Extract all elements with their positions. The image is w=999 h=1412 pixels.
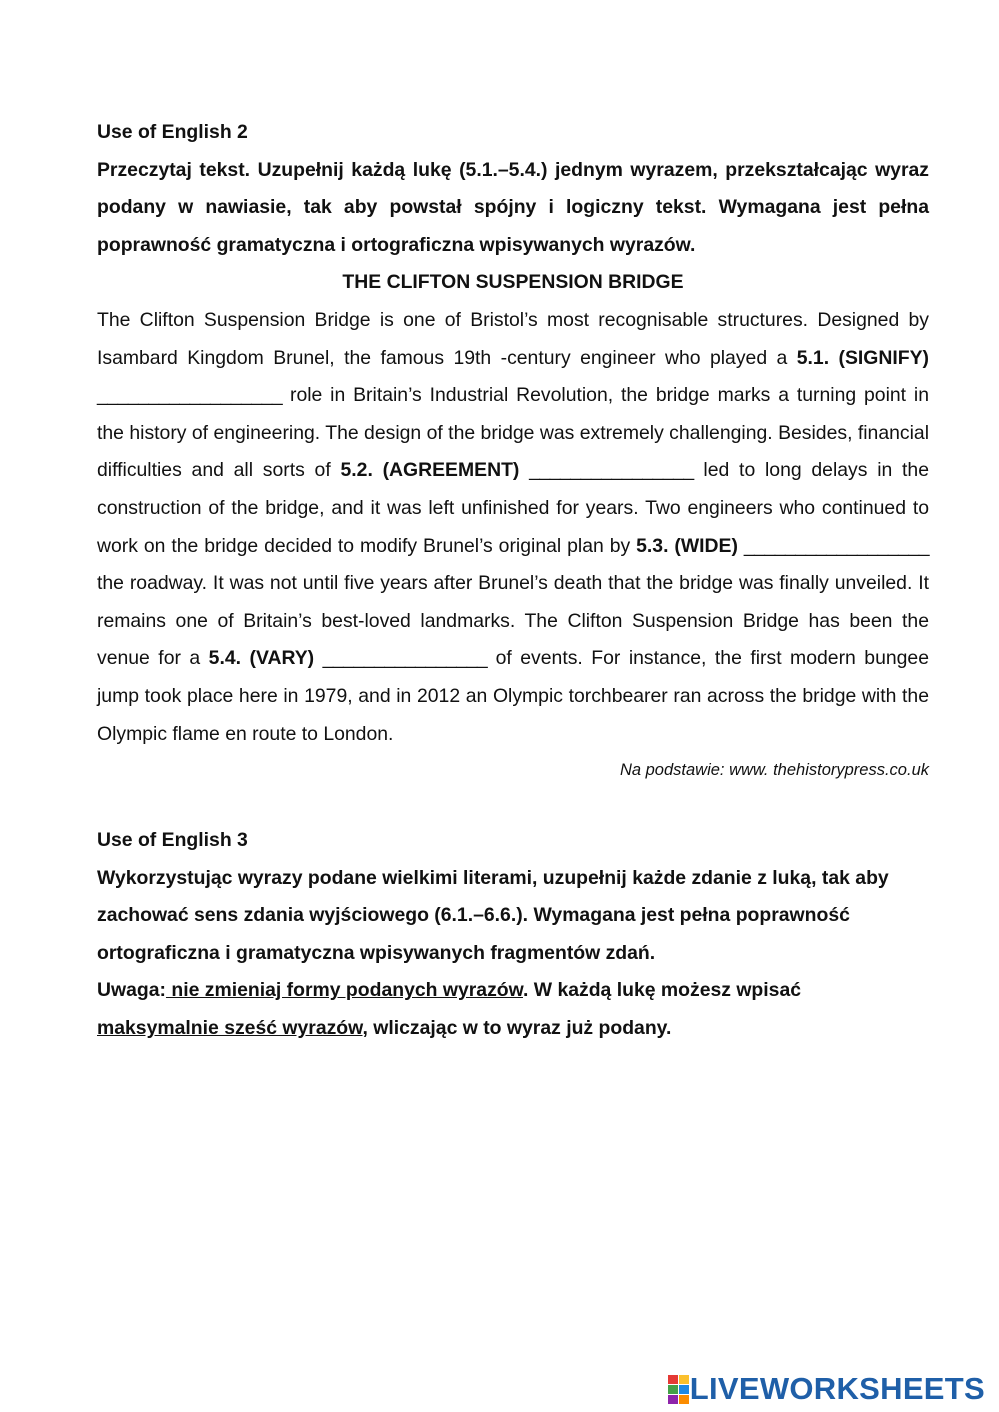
- logo-icon: [668, 1375, 688, 1403]
- gap-label-5-2: 5.2. (AGREEMENT): [340, 459, 520, 482]
- logo-square: [668, 1375, 678, 1384]
- passage-text: the roadway. It was not until five years after Brunel’s death that the bridge was finally unveiled. It remains one of Britain’s best-loved landmarks. The Clifton Suspension Bridge has been the venue for a: [97, 572, 929, 670]
- source-citation: Na podstawie: www. thehistorypress.co.uk: [619, 761, 929, 780]
- gap-5-4[interactable]: ________________: [322, 647, 488, 670]
- logo-square: [668, 1385, 678, 1394]
- liveworksheets-logo: [668, 1372, 985, 1406]
- gap-label-5-1: 5.1. (SIGNIFY): [796, 346, 930, 369]
- passage-text: role in Britain’s Industrial Revolution, the bridge marks a turning point in the history of engineering. The design of the bridge was extremely challenging. Besides, financial difficulties and all sorts of: [97, 384, 929, 482]
- logo-square: [679, 1385, 689, 1394]
- passage-text: led to long delays in the construction of the bridge, and it was left unfinished for years. Two engineers who continued to work on the bridge decided to modify Brunel’s original plan by: [97, 459, 929, 557]
- note-prefix: Uwaga:: [97, 979, 166, 1002]
- gap-5-3[interactable]: __________________: [743, 534, 929, 557]
- passage-text: of events. For instance, the first modern bungee jump took place here in 1979, and in 2012 an Olympic torchbearer ran across the bridge with the Olympic flame en route to London.: [97, 647, 929, 745]
- text-title: THE CLIFTON SUSPENSION BRIDGE: [342, 271, 684, 294]
- gap-label-5-3: 5.3. (WIDE): [636, 534, 738, 557]
- task-instruction: [97, 860, 929, 1048]
- section-title: Use of English 2: [97, 121, 248, 143]
- gap-5-2[interactable]: ________________: [529, 459, 694, 482]
- task-instruction: Przeczytaj tekst. Uzupełnij każdą lukę (5.1.–5.4.) jednym wyrazem, przekształcając wyraz podany w nawiasie, tak aby powstał spójny i logiczny tekst. Wymagana jest pełna poprawność gramatyczna i ortograficzna wpisywanych wyrazów.: [97, 158, 929, 256]
- worksheet-page: [97, 114, 929, 1048]
- passage: [97, 302, 929, 753]
- gap-label-5-4: 5.4. (VARY): [208, 647, 315, 670]
- logo-square: [679, 1375, 689, 1384]
- instruction-text: Wykorzystując wyrazy podane wielkimi literami, uzupełnij każde zdanie z luką, tak aby zachować sens zdania wyjściowego (6.1.–6.6.). Wymagana jest pełna poprawność ortograficzna i gramatyczna wpisywanych fragmentów zdań.: [97, 866, 889, 964]
- section-title: Use of English 3: [97, 829, 248, 852]
- note-underlined-1: nie zmieniaj formy podanych wyrazów: [165, 979, 523, 1002]
- logo-square: [679, 1395, 689, 1404]
- note-middle: . W każdą lukę możesz wpisać: [522, 979, 802, 1002]
- note-end: , wliczając w to wyraz już podany.: [362, 1017, 672, 1040]
- logo-square: [668, 1395, 678, 1404]
- logo-text: LIVEWORKSHEETS: [689, 1371, 985, 1406]
- section-divider: [97, 785, 929, 822]
- note-underlined-2: maksymalnie sześć wyrazów: [97, 1017, 363, 1040]
- passage-text: The Clifton Suspension Bridge is one of Bristol’s most recognisable structures. Designed by Isambard Kingdom Brunel, the famous 19th -century engineer who played a: [97, 308, 929, 369]
- gap-5-1[interactable]: __________________: [97, 384, 283, 407]
